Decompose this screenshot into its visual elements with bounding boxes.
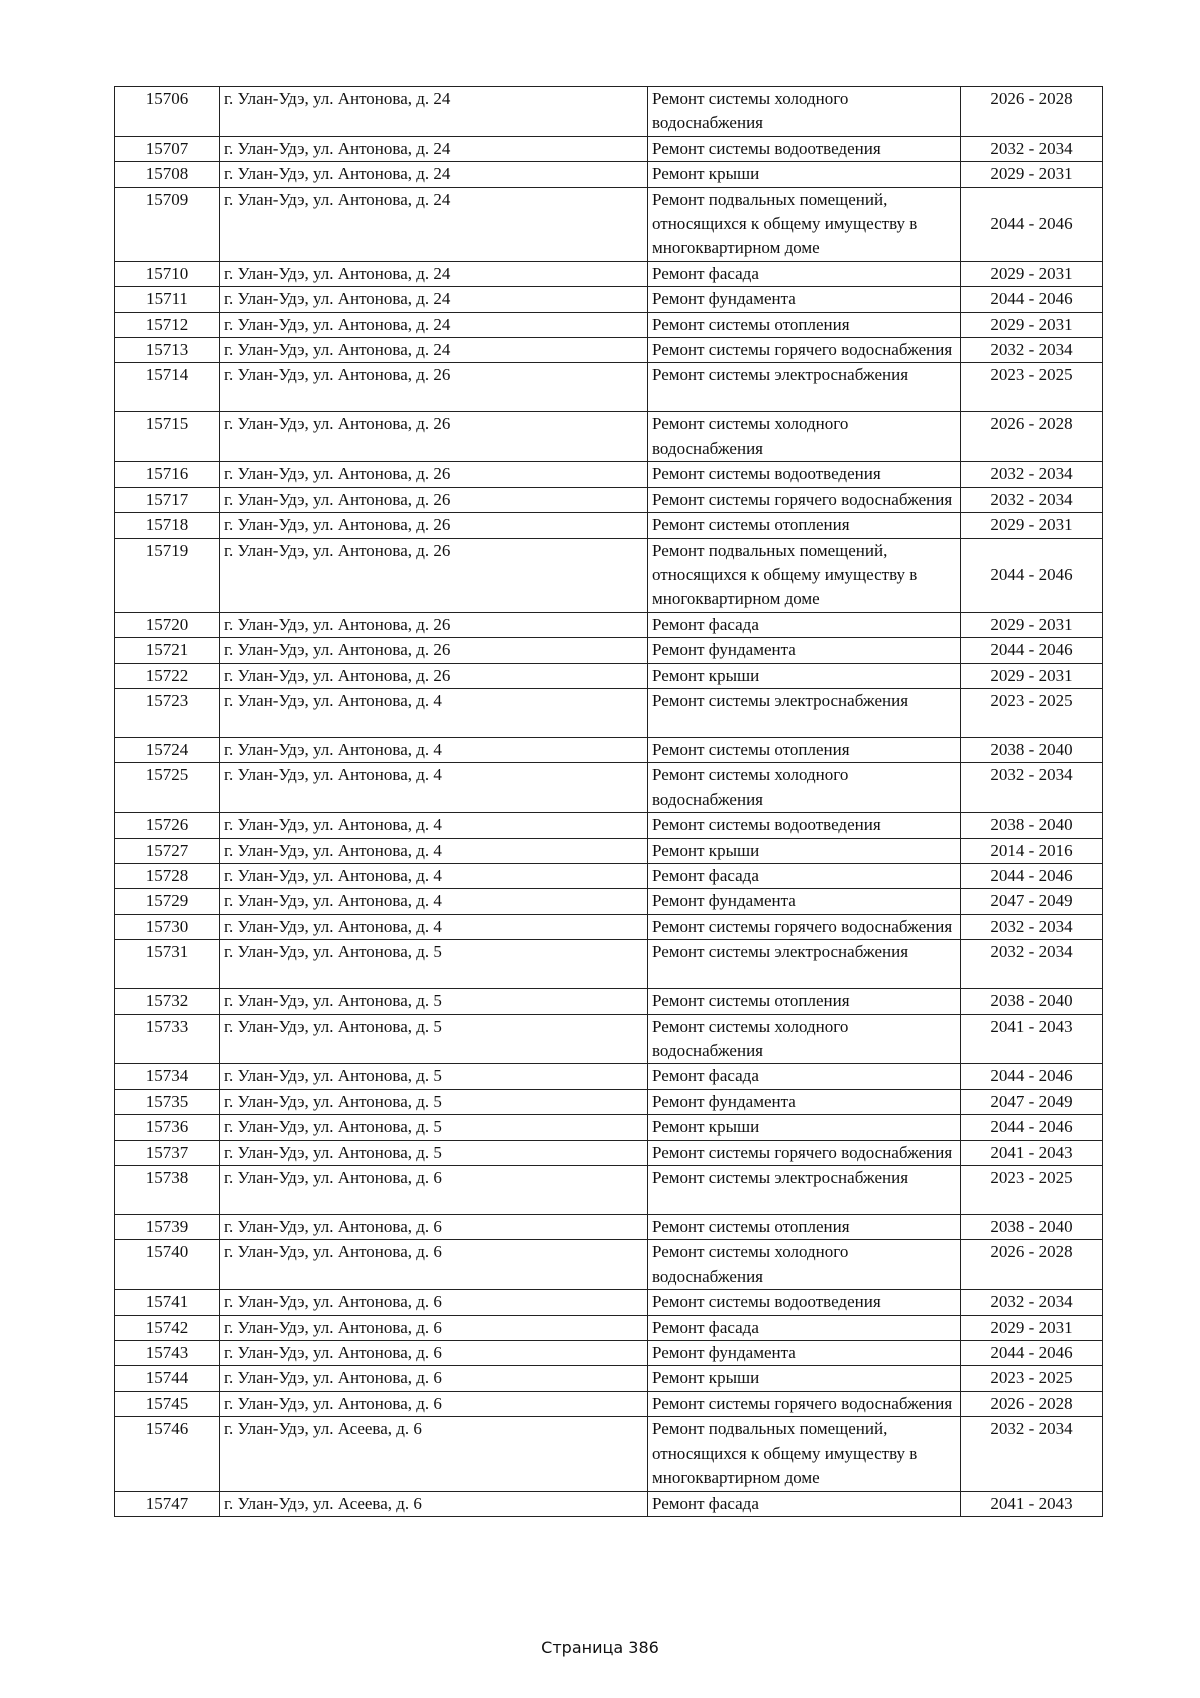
row-address: г. Улан-Удэ, ул. Антонова, д. 6 [220,1391,648,1416]
row-id: 15707 [115,136,220,161]
row-work-type: Ремонт системы холодного водоснабжения [648,1240,961,1290]
row-period: 2047 - 2049 [961,1089,1103,1114]
row-period: 2026 - 2028 [961,412,1103,462]
row-id: 15715 [115,412,220,462]
row-address: г. Улан-Удэ, ул. Антонова, д. 5 [220,1014,648,1064]
row-period: 2038 - 2040 [961,1215,1103,1240]
row-period: 2029 - 2031 [961,612,1103,637]
row-work-type: Ремонт системы водоотведения [648,813,961,838]
table-row [115,1089,1103,1114]
row-work-type: Ремонт фасада [648,612,961,637]
table-row [115,1215,1103,1240]
row-period: 2044 - 2046 [961,538,1103,612]
row-period: 2038 - 2040 [961,989,1103,1014]
row-address: г. Улан-Удэ, ул. Антонова, д. 24 [220,187,648,261]
row-id: 15720 [115,612,220,637]
row-address: г. Улан-Удэ, ул. Антонова, д. 26 [220,612,648,637]
table-body [115,87,1103,1517]
row-period: 2023 - 2025 [961,363,1103,412]
row-period: 2032 - 2034 [961,487,1103,512]
row-id: 15725 [115,763,220,813]
row-work-type: Ремонт системы отопления [648,312,961,337]
row-work-type: Ремонт системы электроснабжения [648,1166,961,1215]
row-address: г. Улан-Удэ, ул. Антонова, д. 26 [220,538,648,612]
row-address: г. Улан-Удэ, ул. Антонова, д. 6 [220,1215,648,1240]
table-row [115,538,1103,612]
table-row [115,940,1103,989]
row-id: 15733 [115,1014,220,1064]
row-work-type: Ремонт системы отопления [648,737,961,762]
row-work-type: Ремонт фундамента [648,638,961,663]
row-work-type: Ремонт системы электроснабжения [648,363,961,412]
row-address: г. Улан-Удэ, ул. Антонова, д. 6 [220,1341,648,1366]
row-id: 15709 [115,187,220,261]
table-row [115,863,1103,888]
row-period: 2026 - 2028 [961,1240,1103,1290]
row-work-type: Ремонт системы водоотведения [648,1290,961,1315]
row-address: г. Улан-Удэ, ул. Антонова, д. 24 [220,162,648,187]
table-row [115,312,1103,337]
row-id: 15714 [115,363,220,412]
row-period: 2032 - 2034 [961,462,1103,487]
row-address: г. Улан-Удэ, ул. Антонова, д. 24 [220,312,648,337]
row-work-type: Ремонт системы отопления [648,1215,961,1240]
row-id: 15742 [115,1315,220,1340]
table-row [115,1391,1103,1416]
table-row [115,87,1103,137]
row-id: 15737 [115,1140,220,1165]
row-address: г. Улан-Удэ, ул. Антонова, д. 5 [220,940,648,989]
row-work-type: Ремонт системы электроснабжения [648,688,961,737]
row-address: г. Улан-Удэ, ул. Антонова, д. 4 [220,813,648,838]
row-work-type: Ремонт системы холодного водоснабжения [648,412,961,462]
row-address: г. Улан-Удэ, ул. Антонова, д. 4 [220,763,648,813]
table-row [115,513,1103,538]
row-address: г. Улан-Удэ, ул. Антонова, д. 5 [220,1089,648,1114]
table-row [115,363,1103,412]
table-row [115,1491,1103,1516]
row-work-type: Ремонт фасада [648,1064,961,1089]
row-id: 15708 [115,162,220,187]
row-period: 2023 - 2025 [961,1366,1103,1391]
row-id: 15723 [115,688,220,737]
table-row [115,838,1103,863]
row-period: 2026 - 2028 [961,1391,1103,1416]
row-id: 15727 [115,838,220,863]
table-row [115,763,1103,813]
table-row [115,1315,1103,1340]
row-id: 15739 [115,1215,220,1240]
table-row [115,287,1103,312]
row-period: 2032 - 2034 [961,338,1103,363]
row-address: г. Улан-Удэ, ул. Антонова, д. 4 [220,914,648,939]
row-address: г. Улан-Удэ, ул. Антонова, д. 26 [220,462,648,487]
row-period: 2029 - 2031 [961,312,1103,337]
row-work-type: Ремонт системы электроснабжения [648,940,961,989]
row-work-type: Ремонт системы горячего водоснабжения [648,487,961,512]
row-period: 2029 - 2031 [961,513,1103,538]
row-address: г. Улан-Удэ, ул. Антонова, д. 26 [220,638,648,663]
row-period: 2047 - 2049 [961,889,1103,914]
row-work-type: Ремонт системы холодного водоснабжения [648,763,961,813]
row-address: г. Улан-Удэ, ул. Антонова, д. 6 [220,1366,648,1391]
row-period: 2029 - 2031 [961,1315,1103,1340]
row-address: г. Улан-Удэ, ул. Антонова, д. 26 [220,363,648,412]
row-id: 15718 [115,513,220,538]
row-address: г. Улан-Удэ, ул. Антонова, д. 26 [220,663,648,688]
row-address: г. Улан-Удэ, ул. Антонова, д. 24 [220,287,648,312]
repair-schedule-table [114,86,1103,1517]
row-work-type: Ремонт системы водоотведения [648,462,961,487]
row-work-type: Ремонт фасада [648,1315,961,1340]
row-id: 15746 [115,1417,220,1491]
row-address: г. Улан-Удэ, ул. Антонова, д. 5 [220,1140,648,1165]
row-address: г. Улан-Удэ, ул. Антонова, д. 24 [220,338,648,363]
row-id: 15719 [115,538,220,612]
table-row [115,1064,1103,1089]
row-id: 15722 [115,663,220,688]
row-id: 15741 [115,1290,220,1315]
row-address: г. Улан-Удэ, ул. Антонова, д. 26 [220,513,648,538]
row-id: 15724 [115,737,220,762]
row-period: 2044 - 2046 [961,187,1103,261]
row-work-type: Ремонт системы отопления [648,513,961,538]
table-row [115,1140,1103,1165]
row-id: 15740 [115,1240,220,1290]
row-period: 2038 - 2040 [961,813,1103,838]
row-id: 15734 [115,1064,220,1089]
row-work-type: Ремонт системы горячего водоснабжения [648,1140,961,1165]
row-period: 2032 - 2034 [961,1417,1103,1491]
table-row [115,889,1103,914]
row-id: 15712 [115,312,220,337]
table-row [115,1166,1103,1215]
row-work-type: Ремонт крыши [648,1366,961,1391]
row-id: 15736 [115,1115,220,1140]
table-row [115,261,1103,286]
row-id: 15726 [115,813,220,838]
row-period: 2026 - 2028 [961,87,1103,137]
row-work-type: Ремонт системы отопления [648,989,961,1014]
row-period: 2038 - 2040 [961,737,1103,762]
row-address: г. Улан-Удэ, ул. Антонова, д. 5 [220,1064,648,1089]
row-work-type: Ремонт подвальных помещений, относящихся к общему имуществу в многоквартирном доме [648,187,961,261]
row-id: 15735 [115,1089,220,1114]
row-id: 15745 [115,1391,220,1416]
page-number: Страница 386 [541,1638,659,1657]
row-period: 2029 - 2031 [961,162,1103,187]
table-row [115,1341,1103,1366]
row-period: 2023 - 2025 [961,688,1103,737]
row-work-type: Ремонт фасада [648,261,961,286]
row-address: г. Улан-Удэ, ул. Асеева, д. 6 [220,1491,648,1516]
table-row [115,1240,1103,1290]
row-address: г. Улан-Удэ, ул. Антонова, д. 4 [220,688,648,737]
row-period: 2044 - 2046 [961,1341,1103,1366]
row-period: 2041 - 2043 [961,1014,1103,1064]
table-row [115,338,1103,363]
row-address: г. Улан-Удэ, ул. Антонова, д. 6 [220,1166,648,1215]
row-work-type: Ремонт системы горячего водоснабжения [648,1391,961,1416]
row-id: 15738 [115,1166,220,1215]
row-work-type: Ремонт крыши [648,1115,961,1140]
row-work-type: Ремонт крыши [648,663,961,688]
row-id: 15729 [115,889,220,914]
row-id: 15717 [115,487,220,512]
table-row [115,1290,1103,1315]
row-work-type: Ремонт системы холодного водоснабжения [648,87,961,137]
row-work-type: Ремонт системы горячего водоснабжения [648,914,961,939]
table-row [115,1115,1103,1140]
row-period: 2023 - 2025 [961,1166,1103,1215]
row-address: г. Улан-Удэ, ул. Антонова, д. 5 [220,989,648,1014]
row-work-type: Ремонт подвальных помещений, относящихся к общему имуществу в многоквартирном доме [648,538,961,612]
table-row [115,1366,1103,1391]
row-id: 15747 [115,1491,220,1516]
table-row [115,688,1103,737]
table-row [115,187,1103,261]
row-id: 15710 [115,261,220,286]
table-row [115,813,1103,838]
table-row [115,1014,1103,1064]
row-address: г. Улан-Удэ, ул. Антонова, д. 6 [220,1315,648,1340]
row-address: г. Улан-Удэ, ул. Антонова, д. 4 [220,889,648,914]
row-work-type: Ремонт фундамента [648,287,961,312]
row-work-type: Ремонт крыши [648,162,961,187]
table-row [115,462,1103,487]
row-work-type: Ремонт фундамента [648,889,961,914]
table-row [115,162,1103,187]
row-id: 15716 [115,462,220,487]
row-id: 15732 [115,989,220,1014]
row-period: 2044 - 2046 [961,638,1103,663]
row-address: г. Улан-Удэ, ул. Антонова, д. 26 [220,412,648,462]
row-period: 2044 - 2046 [961,1115,1103,1140]
row-period: 2041 - 2043 [961,1140,1103,1165]
row-work-type: Ремонт системы холодного водоснабжения [648,1014,961,1064]
row-work-type: Ремонт подвальных помещений, относящихся к общему имуществу в многоквартирном доме [648,1417,961,1491]
row-period: 2041 - 2043 [961,1491,1103,1516]
table-row [115,737,1103,762]
row-work-type: Ремонт фасада [648,863,961,888]
table-row [115,1417,1103,1491]
row-period: 2029 - 2031 [961,663,1103,688]
row-id: 15730 [115,914,220,939]
row-work-type: Ремонт фасада [648,1491,961,1516]
table-row [115,412,1103,462]
table-row [115,612,1103,637]
table-row [115,487,1103,512]
row-period: 2044 - 2046 [961,287,1103,312]
row-period: 2044 - 2046 [961,1064,1103,1089]
row-id: 15744 [115,1366,220,1391]
row-address: г. Улан-Удэ, ул. Антонова, д. 4 [220,863,648,888]
row-id: 15728 [115,863,220,888]
table-row [115,663,1103,688]
row-period: 2029 - 2031 [961,261,1103,286]
row-period: 2014 - 2016 [961,838,1103,863]
row-id: 15731 [115,940,220,989]
row-period: 2032 - 2034 [961,940,1103,989]
row-address: г. Улан-Удэ, ул. Антонова, д. 24 [220,136,648,161]
row-address: г. Улан-Удэ, ул. Антонова, д. 4 [220,838,648,863]
row-id: 15713 [115,338,220,363]
row-address: г. Улан-Удэ, ул. Антонова, д. 6 [220,1290,648,1315]
row-period: 2032 - 2034 [961,136,1103,161]
row-work-type: Ремонт крыши [648,838,961,863]
row-period: 2044 - 2046 [961,863,1103,888]
table-row [115,638,1103,663]
row-id: 15743 [115,1341,220,1366]
row-address: г. Улан-Удэ, ул. Антонова, д. 4 [220,737,648,762]
row-id: 15706 [115,87,220,137]
row-period: 2032 - 2034 [961,763,1103,813]
row-address: г. Улан-Удэ, ул. Антонова, д. 26 [220,487,648,512]
row-work-type: Ремонт фундамента [648,1341,961,1366]
row-address: г. Улан-Удэ, ул. Антонова, д. 24 [220,87,648,137]
table-row [115,989,1103,1014]
row-period: 2032 - 2034 [961,914,1103,939]
row-id: 15711 [115,287,220,312]
row-id: 15721 [115,638,220,663]
row-period: 2032 - 2034 [961,1290,1103,1315]
table-row [115,136,1103,161]
row-address: г. Улан-Удэ, ул. Антонова, д. 24 [220,261,648,286]
row-address: г. Улан-Удэ, ул. Антонова, д. 5 [220,1115,648,1140]
row-work-type: Ремонт системы водоотведения [648,136,961,161]
row-address: г. Улан-Удэ, ул. Антонова, д. 6 [220,1240,648,1290]
row-work-type: Ремонт фундамента [648,1089,961,1114]
row-address: г. Улан-Удэ, ул. Асеева, д. 6 [220,1417,648,1491]
table-row [115,914,1103,939]
row-work-type: Ремонт системы горячего водоснабжения [648,338,961,363]
